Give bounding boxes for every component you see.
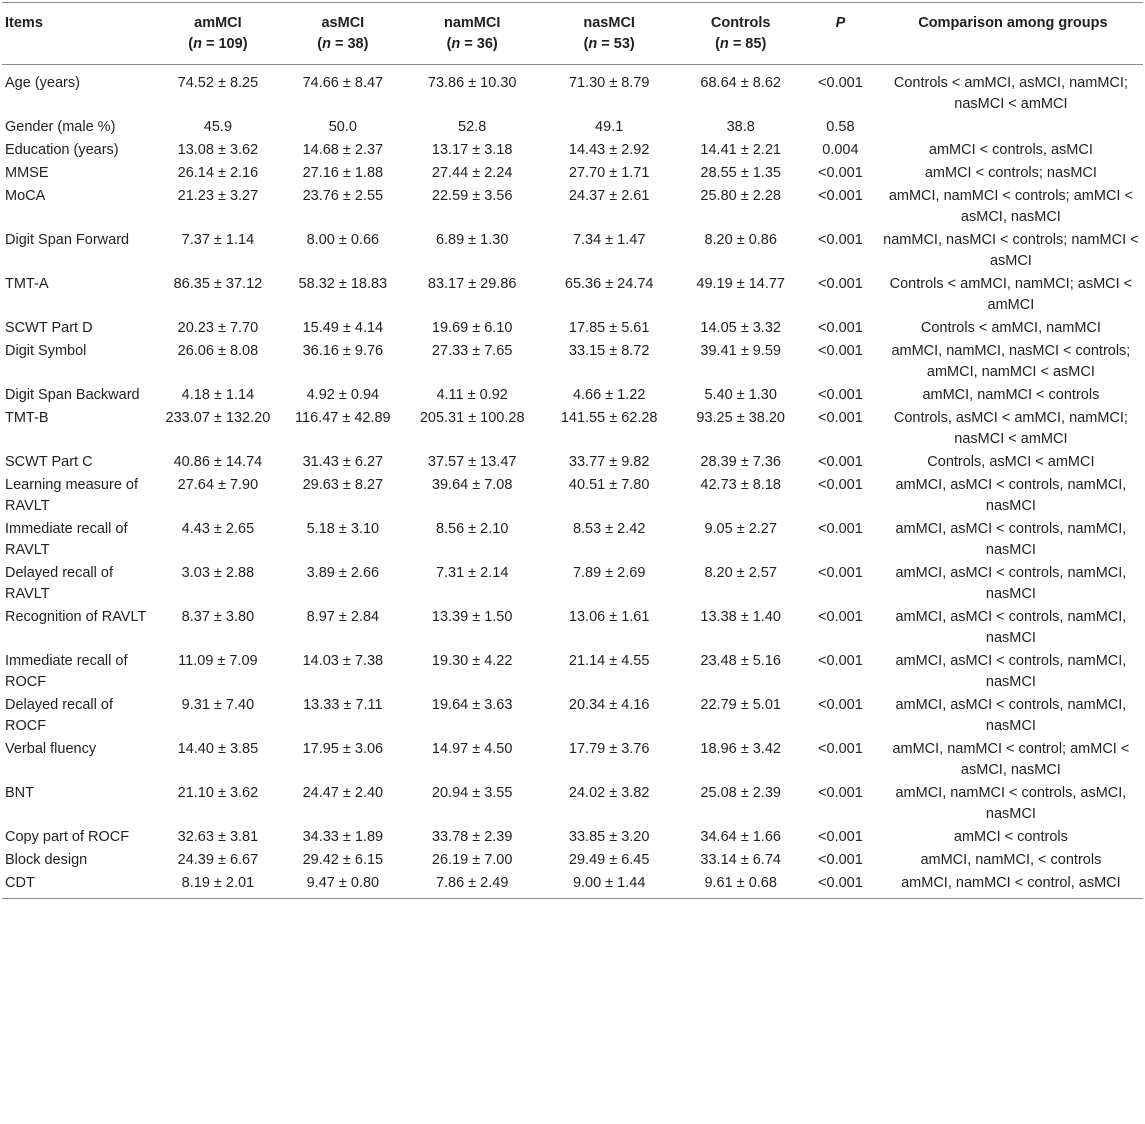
controls-cell: 25.08 ± 2.39 bbox=[700, 785, 781, 801]
p-value-cell: <0.001 bbox=[818, 188, 863, 204]
controls-cell: 9.61 ± 0.68 bbox=[704, 875, 777, 891]
n-symbol: n bbox=[588, 36, 598, 52]
nammci-cell: 19.64 ± 3.63 bbox=[431, 697, 513, 713]
ammci-cell: 3.03 ± 2.88 bbox=[181, 565, 255, 581]
ammci-cell: 86.35 ± 37.12 bbox=[173, 276, 263, 292]
comparison-cell: amMCI < controls bbox=[953, 829, 1068, 845]
comparison-cell: Controls < amMCI, asMCI, namMCI; nasMCI < amMCI bbox=[893, 75, 1128, 112]
nammci-cell: 52.8 bbox=[458, 119, 487, 135]
nasmci-cell: 24.37 ± 2.61 bbox=[568, 188, 650, 204]
nammci-cell: 13.17 ± 3.18 bbox=[431, 142, 513, 158]
asmci-cell: 27.16 ± 1.88 bbox=[302, 165, 384, 181]
table-row bbox=[2, 849, 1143, 872]
controls-cell: 9.05 ± 2.27 bbox=[704, 521, 777, 537]
n-value: = 109 bbox=[206, 36, 243, 52]
nammci-cell: 27.44 ± 2.24 bbox=[431, 165, 513, 181]
p-value-cell: <0.001 bbox=[818, 785, 863, 801]
nasmci-cell: 33.15 ± 8.72 bbox=[568, 343, 650, 359]
table-row bbox=[2, 451, 1143, 474]
ammci-cell: 8.37 ± 3.80 bbox=[181, 609, 255, 625]
nammci-cell: 20.94 ± 3.55 bbox=[431, 785, 513, 801]
ammci-cell: 27.64 ± 7.90 bbox=[177, 477, 259, 493]
ammci-cell: 233.07 ± 132.20 bbox=[165, 410, 271, 426]
ammci-cell: 74.52 ± 8.25 bbox=[177, 75, 259, 91]
table-row bbox=[2, 185, 1143, 229]
item-cell: MMSE bbox=[5, 165, 49, 181]
ammci-cell: 32.63 ± 3.81 bbox=[177, 829, 259, 845]
p-value-cell: <0.001 bbox=[818, 521, 863, 537]
asmci-cell: 5.18 ± 3.10 bbox=[306, 521, 380, 537]
ammci-cell: 26.06 ± 8.08 bbox=[177, 343, 259, 359]
comparison-cell: amMCI, asMCI < controls, namMCI, nasMCI bbox=[895, 609, 1127, 646]
item-cell: Recognition of RAVLT bbox=[5, 609, 147, 625]
nammci-cell: 7.31 ± 2.14 bbox=[435, 565, 509, 581]
nasmci-cell: 33.85 ± 3.20 bbox=[568, 829, 650, 845]
controls-cell: 22.79 ± 5.01 bbox=[700, 697, 781, 713]
item-cell: Education (years) bbox=[5, 142, 119, 158]
p-value-cell: <0.001 bbox=[818, 320, 863, 336]
n-symbol: n bbox=[451, 36, 461, 52]
controls-cell: 14.41 ± 2.21 bbox=[700, 142, 781, 158]
n-symbol: n bbox=[193, 36, 202, 52]
item-cell: Verbal fluency bbox=[5, 741, 97, 757]
p-value-cell: <0.001 bbox=[818, 387, 863, 403]
header-group-nammci bbox=[405, 3, 539, 65]
nasmci-cell: 17.79 ± 3.76 bbox=[568, 741, 650, 757]
asmci-cell: 24.47 ± 2.40 bbox=[302, 785, 384, 801]
table-row bbox=[2, 162, 1143, 185]
item-cell: Digit Span Forward bbox=[5, 232, 130, 248]
p-value-cell: <0.001 bbox=[818, 829, 863, 845]
nammci-cell: 13.39 ± 1.50 bbox=[431, 609, 513, 625]
table-row bbox=[2, 606, 1143, 650]
ammci-cell: 20.23 ± 7.70 bbox=[177, 320, 259, 336]
nammci-cell: 14.97 ± 4.50 bbox=[431, 741, 513, 757]
ammci-cell: 24.39 ± 6.67 bbox=[177, 852, 259, 868]
comparison-cell: amMCI, namMCI < controls bbox=[922, 387, 1100, 403]
controls-cell: 68.64 ± 8.62 bbox=[700, 75, 781, 91]
header-p bbox=[802, 3, 879, 65]
nasmci-cell: 8.53 ± 2.42 bbox=[572, 521, 646, 537]
nasmci-cell: 7.89 ± 2.69 bbox=[572, 565, 646, 581]
header-comparison: Comparison among groups bbox=[918, 15, 1108, 31]
p-value-cell: <0.001 bbox=[818, 410, 863, 426]
nammci-cell: 27.33 ± 7.65 bbox=[431, 343, 513, 359]
nasmci-cell: 14.43 ± 2.92 bbox=[568, 142, 650, 158]
comparison-cell: amMCI, asMCI < controls, namMCI, nasMCI bbox=[895, 477, 1127, 514]
comparison-cell: Controls, asMCI < amMCI bbox=[927, 454, 1095, 470]
p-value-cell: <0.001 bbox=[818, 653, 863, 669]
nammci-cell: 8.56 ± 2.10 bbox=[435, 521, 509, 537]
ammci-cell: 4.43 ± 2.65 bbox=[181, 521, 255, 537]
item-cell: SCWT Part C bbox=[5, 454, 93, 470]
item-cell: Delayed recall of ROCF bbox=[5, 697, 113, 734]
asmci-cell: 50.0 bbox=[328, 119, 357, 135]
comparison-cell: amMCI, asMCI < controls, namMCI, nasMCI bbox=[895, 653, 1127, 690]
item-cell: Immediate recall of RAVLT bbox=[5, 521, 128, 558]
asmci-cell: 8.97 ± 2.84 bbox=[306, 609, 380, 625]
comparison-cell: amMCI, asMCI < controls, namMCI, nasMCI bbox=[895, 697, 1127, 734]
nammci-cell: 4.11 ± 0.92 bbox=[436, 387, 508, 403]
ammci-cell: 4.18 ± 1.14 bbox=[181, 387, 255, 403]
table-row bbox=[2, 317, 1143, 340]
nasmci-cell: 9.00 ± 1.44 bbox=[572, 875, 646, 891]
comparison-cell: amMCI < controls, asMCI bbox=[928, 142, 1093, 158]
controls-cell: 39.41 ± 9.59 bbox=[700, 343, 781, 359]
p-value-cell: 0.58 bbox=[826, 119, 855, 135]
item-cell: MoCA bbox=[5, 188, 46, 204]
asmci-cell: 36.16 ± 9.76 bbox=[302, 343, 384, 359]
ammci-cell: 13.08 ± 3.62 bbox=[177, 142, 259, 158]
asmci-cell: 23.76 ± 2.55 bbox=[302, 188, 384, 204]
group-n: (n = 53) bbox=[583, 36, 635, 52]
comparison-cell: namMCI, nasMCI < controls; namMCI < asMCI bbox=[883, 232, 1139, 269]
nasmci-cell: 65.36 ± 24.74 bbox=[564, 276, 654, 292]
group-name: nasMCI bbox=[583, 15, 635, 31]
asmci-cell: 58.32 ± 18.83 bbox=[298, 276, 388, 292]
controls-cell: 13.38 ± 1.40 bbox=[700, 609, 781, 625]
table-row bbox=[2, 474, 1143, 518]
nammci-cell: 83.17 ± 29.86 bbox=[427, 276, 517, 292]
nammci-cell: 22.59 ± 3.56 bbox=[431, 188, 513, 204]
table-row bbox=[2, 340, 1143, 384]
nammci-cell: 205.31 ± 100.28 bbox=[419, 410, 525, 426]
asmci-cell: 17.95 ± 3.06 bbox=[302, 741, 384, 757]
nasmci-cell: 20.34 ± 4.16 bbox=[568, 697, 650, 713]
comparison-cell: amMCI, namMCI < control; amMCI < asMCI, nasMCI bbox=[892, 741, 1130, 778]
header-items: Items bbox=[5, 15, 43, 31]
group-name: asMCI bbox=[321, 15, 365, 31]
table-row bbox=[2, 273, 1143, 317]
header-group-ammci bbox=[155, 3, 280, 65]
p-value-cell: <0.001 bbox=[818, 741, 863, 757]
nammci-cell: 7.86 ± 2.49 bbox=[435, 875, 509, 891]
asmci-cell: 116.47 ± 42.89 bbox=[295, 410, 391, 426]
group-n: (n = 38) bbox=[317, 36, 369, 52]
item-cell: Digit Symbol bbox=[5, 343, 87, 359]
nammci-cell: 73.86 ± 10.30 bbox=[427, 75, 517, 91]
n-value: = 38 bbox=[334, 36, 364, 52]
controls-cell: 49.19 ± 14.77 bbox=[696, 276, 785, 292]
controls-cell: 8.20 ± 2.57 bbox=[704, 565, 777, 581]
p-value-cell: <0.001 bbox=[818, 565, 863, 581]
table-row bbox=[2, 116, 1143, 139]
item-cell: Age (years) bbox=[5, 75, 80, 91]
table-row bbox=[2, 782, 1143, 826]
item-cell: SCWT Part D bbox=[5, 320, 93, 336]
asmci-cell: 14.03 ± 7.38 bbox=[302, 653, 384, 669]
table-row bbox=[2, 384, 1143, 407]
header-group-asmci bbox=[280, 3, 405, 65]
item-cell: CDT bbox=[5, 875, 35, 891]
p-value-cell: <0.001 bbox=[818, 609, 863, 625]
p-value-cell: <0.001 bbox=[818, 165, 863, 181]
comparison-cell bbox=[879, 116, 1143, 139]
item-cell: Delayed recall of RAVLT bbox=[5, 565, 113, 602]
p-symbol: P bbox=[835, 15, 846, 31]
table-row bbox=[2, 650, 1143, 694]
header-group-nasmci bbox=[539, 3, 679, 65]
comparison-cell: amMCI, asMCI < controls, namMCI, nasMCI bbox=[895, 521, 1127, 558]
header-row bbox=[2, 3, 1143, 65]
asmci-cell: 8.00 ± 0.66 bbox=[306, 232, 380, 248]
item-cell: Immediate recall of ROCF bbox=[5, 653, 128, 690]
p-value-cell: <0.001 bbox=[818, 875, 863, 891]
item-cell: TMT-B bbox=[5, 410, 49, 426]
ammci-cell: 40.86 ± 14.74 bbox=[173, 454, 263, 470]
nasmci-cell: 49.1 bbox=[595, 119, 624, 135]
nasmci-cell: 71.30 ± 8.79 bbox=[568, 75, 650, 91]
ammci-cell: 9.31 ± 7.40 bbox=[181, 697, 255, 713]
n-value: = 85 bbox=[732, 36, 762, 52]
p-value-cell: <0.001 bbox=[818, 75, 863, 91]
nammci-cell: 6.89 ± 1.30 bbox=[435, 232, 509, 248]
ammci-cell: 21.10 ± 3.62 bbox=[177, 785, 259, 801]
controls-cell: 25.80 ± 2.28 bbox=[700, 188, 781, 204]
item-cell: Learning measure of RAVLT bbox=[5, 477, 138, 514]
table-header bbox=[2, 3, 1143, 65]
controls-cell: 28.39 ± 7.36 bbox=[700, 454, 781, 470]
controls-cell: 42.73 ± 8.18 bbox=[700, 477, 781, 493]
asmci-cell: 29.42 ± 6.15 bbox=[302, 852, 384, 868]
nasmci-cell: 29.49 ± 6.45 bbox=[568, 852, 650, 868]
nasmci-cell: 7.34 ± 1.47 bbox=[572, 232, 646, 248]
n-value: = 36 bbox=[464, 36, 493, 52]
table-row bbox=[2, 694, 1143, 738]
ammci-cell: 14.40 ± 3.85 bbox=[177, 741, 259, 757]
nasmci-cell: 21.14 ± 4.55 bbox=[568, 653, 650, 669]
item-cell: Copy part of ROCF bbox=[5, 829, 130, 845]
table-row bbox=[2, 139, 1143, 162]
nammci-cell: 19.30 ± 4.22 bbox=[431, 653, 513, 669]
table-row bbox=[2, 407, 1143, 451]
p-value-cell: <0.001 bbox=[818, 697, 863, 713]
nammci-cell: 19.69 ± 6.10 bbox=[431, 320, 513, 336]
comparison-cell: amMCI, asMCI < controls, namMCI, nasMCI bbox=[895, 565, 1127, 602]
p-value-cell: <0.001 bbox=[818, 454, 863, 470]
nammci-cell: 26.19 ± 7.00 bbox=[431, 852, 513, 868]
item-cell: Digit Span Backward bbox=[5, 387, 140, 403]
controls-cell: 23.48 ± 5.16 bbox=[700, 653, 781, 669]
nasmci-cell: 40.51 ± 7.80 bbox=[568, 477, 650, 493]
comparison-cell: amMCI, namMCI < controls, asMCI, nasMCI bbox=[895, 785, 1127, 822]
ammci-cell: 7.37 ± 1.14 bbox=[181, 232, 255, 248]
group-name: Controls bbox=[710, 15, 771, 31]
n-symbol: n bbox=[322, 36, 331, 52]
table-row bbox=[2, 826, 1143, 849]
p-value-cell: <0.001 bbox=[818, 852, 863, 868]
p-value-cell: <0.001 bbox=[818, 477, 863, 493]
group-n: (n = 85) bbox=[715, 36, 767, 52]
asmci-cell: 29.63 ± 8.27 bbox=[302, 477, 384, 493]
item-cell: Block design bbox=[5, 852, 88, 868]
comparison-cell: amMCI, namMCI < controls; amMCI < asMCI, nasMCI bbox=[888, 188, 1133, 225]
asmci-cell: 74.66 ± 8.47 bbox=[302, 75, 384, 91]
nammci-cell: 33.78 ± 2.39 bbox=[431, 829, 513, 845]
group-name: namMCI bbox=[443, 15, 501, 31]
asmci-cell: 15.49 ± 4.14 bbox=[302, 320, 384, 336]
table-row bbox=[2, 65, 1143, 117]
controls-cell: 8.20 ± 0.86 bbox=[704, 232, 777, 248]
asmci-cell: 9.47 ± 0.80 bbox=[306, 875, 380, 891]
table-row bbox=[2, 229, 1143, 273]
group-name: amMCI bbox=[194, 15, 242, 31]
comparison-cell: Controls, asMCI < amMCI, namMCI; nasMCI < amMCI bbox=[893, 410, 1128, 447]
controls-cell: 28.55 ± 1.35 bbox=[700, 165, 781, 181]
results-table bbox=[2, 2, 1143, 899]
table-row bbox=[2, 518, 1143, 562]
controls-cell: 5.40 ± 1.30 bbox=[704, 387, 777, 403]
p-value-cell: 0.004 bbox=[822, 142, 859, 158]
item-cell: TMT-A bbox=[5, 276, 49, 292]
item-cell: BNT bbox=[5, 785, 34, 801]
table-body bbox=[2, 65, 1143, 899]
controls-cell: 93.25 ± 38.20 bbox=[696, 410, 785, 426]
p-value-cell: <0.001 bbox=[818, 343, 863, 359]
asmci-cell: 31.43 ± 6.27 bbox=[302, 454, 384, 470]
p-value-cell: <0.001 bbox=[818, 232, 863, 248]
nammci-cell: 39.64 ± 7.08 bbox=[431, 477, 513, 493]
ammci-cell: 8.19 ± 2.01 bbox=[181, 875, 255, 891]
table-row bbox=[2, 738, 1143, 782]
group-n: (n = 36) bbox=[446, 36, 498, 52]
ammci-cell: 45.9 bbox=[203, 119, 233, 135]
asmci-cell: 34.33 ± 1.89 bbox=[302, 829, 384, 845]
p-value-cell: <0.001 bbox=[818, 276, 863, 292]
ammci-cell: 26.14 ± 2.16 bbox=[177, 165, 259, 181]
table-row bbox=[2, 872, 1143, 899]
asmci-cell: 3.89 ± 2.66 bbox=[306, 565, 380, 581]
controls-cell: 33.14 ± 6.74 bbox=[700, 852, 781, 868]
item-cell: Gender (male %) bbox=[5, 119, 116, 135]
nasmci-cell: 24.02 ± 3.82 bbox=[568, 785, 650, 801]
nammci-cell: 37.57 ± 13.47 bbox=[427, 454, 517, 470]
controls-cell: 14.05 ± 3.32 bbox=[700, 320, 781, 336]
nasmci-cell: 4.66 ± 1.22 bbox=[572, 387, 646, 403]
group-n: (n = 109) bbox=[188, 36, 248, 52]
comparison-cell: Controls < amMCI, namMCI bbox=[920, 320, 1101, 336]
comparison-cell: Controls < amMCI, namMCI; asMCI < amMCI bbox=[889, 276, 1133, 313]
controls-cell: 34.64 ± 1.66 bbox=[700, 829, 781, 845]
comparison-cell: amMCI, namMCI < control, asMCI bbox=[901, 875, 1121, 891]
ammci-cell: 21.23 ± 3.27 bbox=[177, 188, 259, 204]
comparison-cell: amMCI < controls; nasMCI bbox=[924, 165, 1097, 181]
controls-cell: 38.8 bbox=[726, 119, 755, 135]
n-value: = 53 bbox=[601, 36, 630, 52]
asmci-cell: 4.92 ± 0.94 bbox=[306, 387, 380, 403]
nasmci-cell: 27.70 ± 1.71 bbox=[568, 165, 650, 181]
table-row bbox=[2, 562, 1143, 606]
asmci-cell: 14.68 ± 2.37 bbox=[302, 142, 384, 158]
nasmci-cell: 13.06 ± 1.61 bbox=[568, 609, 650, 625]
nasmci-cell: 33.77 ± 9.82 bbox=[568, 454, 650, 470]
comparison-cell: amMCI, namMCI, < controls bbox=[920, 852, 1102, 868]
comparison-cell: amMCI, namMCI, nasMCI < controls; amMCI, namMCI < asMCI bbox=[891, 343, 1131, 380]
header-group-controls bbox=[679, 3, 802, 65]
nasmci-cell: 141.55 ± 62.28 bbox=[560, 410, 658, 426]
ammci-cell: 11.09 ± 7.09 bbox=[178, 653, 258, 669]
asmci-cell: 13.33 ± 7.11 bbox=[303, 697, 383, 713]
controls-cell: 18.96 ± 3.42 bbox=[700, 741, 781, 757]
n-symbol: n bbox=[719, 36, 729, 52]
nasmci-cell: 17.85 ± 5.61 bbox=[568, 320, 650, 336]
